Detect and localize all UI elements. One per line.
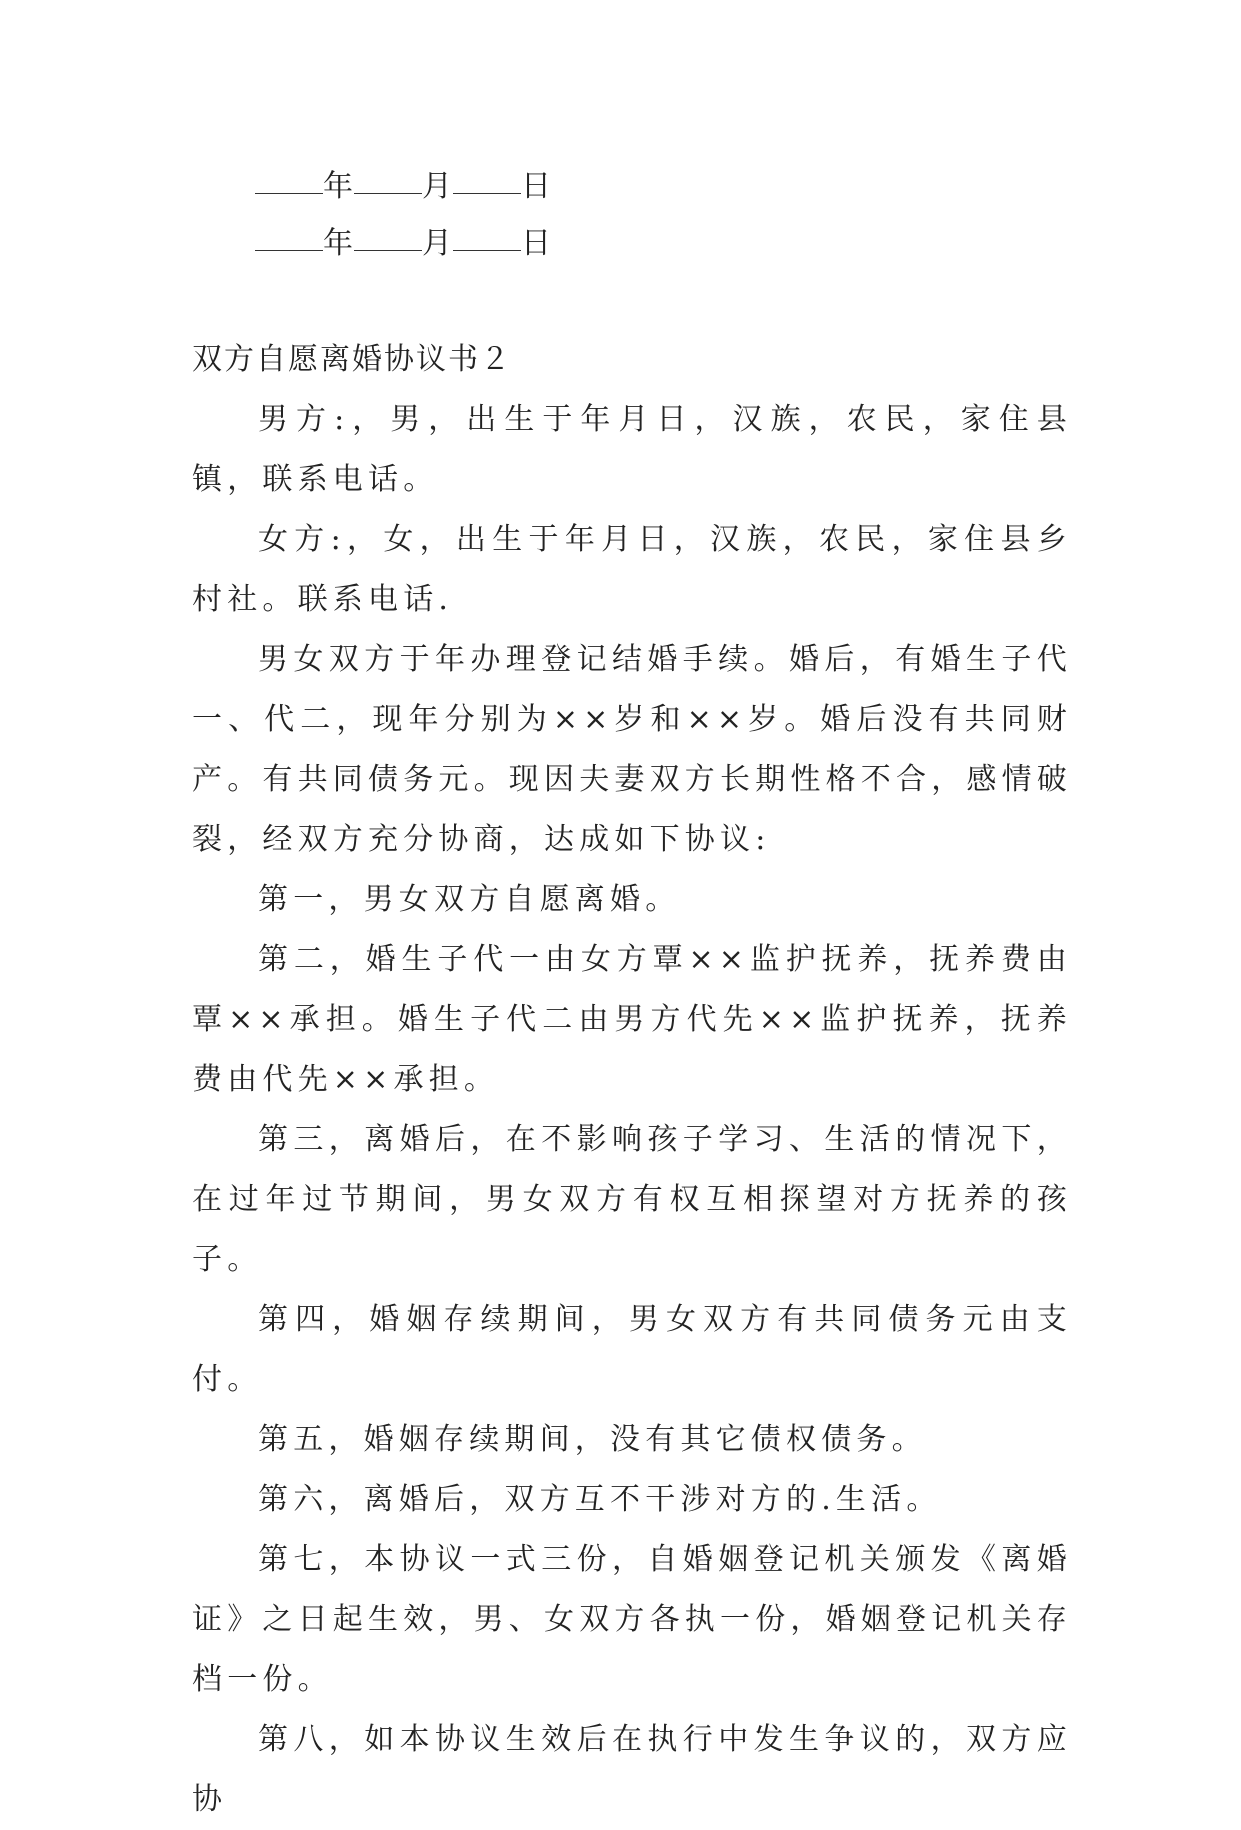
month-label: 月 <box>422 226 453 261</box>
year-label: 年 <box>323 169 354 204</box>
document-body <box>192 390 1072 1830</box>
month-blank <box>354 222 422 251</box>
month-label: 月 <box>422 169 453 204</box>
clause-1: 第一，男女双方自愿离婚。 <box>258 882 681 917</box>
year-blank <box>255 222 323 251</box>
clause-5: 第五，婚姻存续期间，没有其它债权债务。 <box>258 1422 927 1457</box>
clause-8: 第八，如本协议生效后在执行中发生争议的，双方应协 <box>192 1722 1072 1817</box>
clause-2: 第二，婚生子代一由女方覃××监护抚养，抚养费由覃××承担。婚生子代二由男方代先××监护抚养，抚养费由代先××承担。 <box>192 942 1072 1097</box>
paragraph-background: 男女双方于年办理登记结婚手续。婚后，有婚生子代一、代二，现年分别为××岁和××岁。婚后没有共同财产。有共同债务元。现因夫妻双方长期性格不合，感情破裂，经双方充分协商，达成如下协议: <box>192 642 1072 857</box>
day-blank <box>453 165 521 194</box>
clause-7: 第七，本协议一式三份，自婚姻登记机关颁发《离婚证》之日起生效，男、女双方各执一份，婚姻登记机关存档一份。 <box>192 1542 1072 1697</box>
year-label: 年 <box>323 226 354 261</box>
clause-4: 第四，婚姻存续期间，男女双方有共同债务元由支付。 <box>192 1302 1072 1397</box>
clause-3: 第三，离婚后，在不影响孩子学习、生活的情况下，在过年过节期间，男女双方有权互相探望对方抚养的孩子。 <box>192 1122 1072 1277</box>
signature-date-line-1 <box>255 165 552 205</box>
day-label: 日 <box>521 169 552 204</box>
day-label: 日 <box>521 226 552 261</box>
day-blank <box>453 222 521 251</box>
year-blank <box>255 165 323 194</box>
paragraph-male-party: 男方:，男，出生于年月日，汉族，农民，家住县镇，联系电话。 <box>192 402 1072 497</box>
month-blank <box>354 165 422 194</box>
signature-date-line-2 <box>255 222 552 262</box>
document-title: 双方自愿离婚协议书２ <box>192 342 512 377</box>
clause-6: 第六，离婚后，双方互不干涉对方的.生活。 <box>258 1482 942 1517</box>
paragraph-female-party: 女方:，女，出生于年月日，汉族，农民，家住县乡村社。联系电话. <box>192 522 1072 617</box>
